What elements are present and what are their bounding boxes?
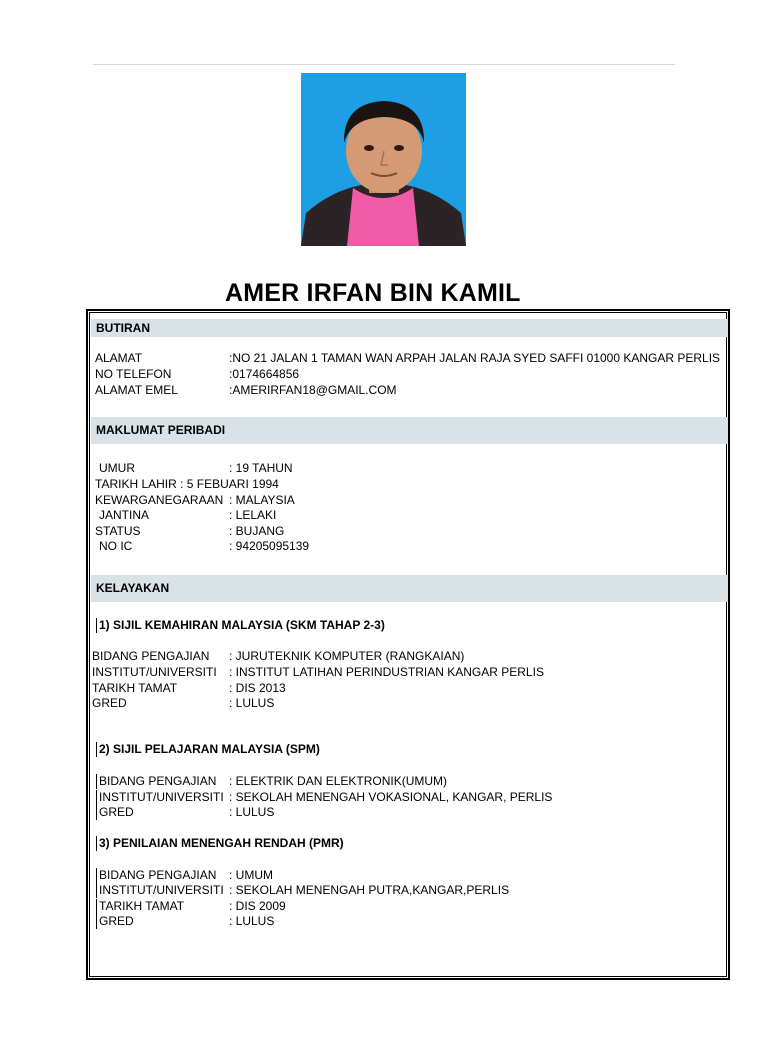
qual-1-label-institut: INSTITUT/UNIVERSITI xyxy=(92,665,217,679)
heading-marker xyxy=(96,618,97,633)
qual-1-value-bidang: : JURUTEKNIK KOMPUTER (RANGKAIAN) xyxy=(229,649,465,663)
qual-3-label-tarikh: TARIKH TAMAT xyxy=(99,899,185,913)
row-marker xyxy=(96,883,97,898)
label-status: STATUS xyxy=(95,524,141,538)
heading-marker xyxy=(96,742,97,757)
qual-3-value-tarikh: : DIS 2009 xyxy=(229,899,286,913)
row-marker xyxy=(96,774,97,789)
qual-2-label-bidang: BIDANG PENGAJIAN xyxy=(99,774,217,788)
row-marker xyxy=(96,790,97,805)
qual-1-value-gred: : LULUS xyxy=(229,696,275,710)
qual-2-label-gred: GRED xyxy=(99,805,134,819)
label-jantina: JANTINA xyxy=(99,508,150,522)
qual-2-heading: 2) SIJIL PELAJARAN MALAYSIA (SPM) xyxy=(99,742,320,756)
qual-3-label-bidang: BIDANG PENGAJIAN xyxy=(99,868,217,882)
qual-2-value-bidang: : ELEKTRIK DAN ELEKTRONIK(UMUM) xyxy=(229,774,448,788)
qual-3-label-institut: INSTITUT/UNIVERSITI xyxy=(99,883,224,897)
value-kewarganegaraan: : MALAYSIA xyxy=(229,493,295,507)
candidate-name: AMER IRFAN BIN KAMIL xyxy=(225,279,521,307)
row-marker xyxy=(96,899,97,914)
qual-1-label-gred: GRED xyxy=(92,696,127,710)
qual-2-value-institut: : SEKOLAH MENENGAH VOKASIONAL, KANGAR, PERLIS xyxy=(229,790,553,804)
value-no-telefon: :0174664856 xyxy=(229,367,300,381)
value-jantina: : LELAKI xyxy=(229,508,277,522)
value-status: : BUJANG xyxy=(229,524,285,538)
qual-1-value-tarikh: : DIS 2013 xyxy=(229,681,286,695)
label-umur: UMUR xyxy=(99,461,135,475)
label-alamat-emel: ALAMAT EMEL xyxy=(95,383,178,397)
qual-3-value-gred: : LULUS xyxy=(229,914,275,928)
value-alamat: :NO 21 JALAN 1 TAMAN WAN ARPAH JALAN RAJA SYED SAFFI 01000 KANGAR PERLIS xyxy=(229,351,721,365)
qual-3-label-gred: GRED xyxy=(99,914,134,928)
value-alamat-emel: :AMERIRFAN18@GMAIL.COM xyxy=(229,383,397,397)
row-marker xyxy=(96,868,97,883)
label-kewarganegaraan: KEWARGANEGARAAN xyxy=(95,493,224,507)
qual-1-heading: 1) SIJIL KEMAHIRAN MALAYSIA (SKM TAHAP 2-3) xyxy=(99,618,385,632)
section-header-kelayakan: KELAYAKAN xyxy=(91,575,728,602)
qual-3-value-bidang: : UMUM xyxy=(229,868,273,882)
label-alamat: ALAMAT xyxy=(95,351,143,365)
label-tarikh-lahir: TARIKH LAHIR : 5 FEBUARI 1994 xyxy=(95,477,279,491)
qual-3-value-institut: : SEKOLAH MENENGAH PUTRA,KANGAR,PERLIS xyxy=(229,883,510,897)
label-no-telefon: NO TELEFON xyxy=(95,367,172,381)
qual-1-value-institut: : INSTITUT LATIHAN PERINDUSTRIAN KANGAR PERLIS xyxy=(229,665,544,679)
qual-2-value-gred: : LULUS xyxy=(229,805,275,819)
section-header-peribadi: MAKLUMAT PERIBADI xyxy=(91,417,728,444)
qual-2-label-institut: INSTITUT/UNIVERSITI xyxy=(99,790,224,804)
qual-3-heading: 3) PENILAIAN MENENGAH RENDAH (PMR) xyxy=(99,836,344,850)
qual-1-label-tarikh: TARIKH TAMAT xyxy=(92,681,178,695)
label-no-ic: NO IC xyxy=(99,539,133,553)
section-header-butiran: BUTIRAN xyxy=(91,319,728,337)
value-no-ic: : 94205095139 xyxy=(229,539,310,553)
top-divider xyxy=(93,64,675,65)
row-marker xyxy=(96,805,97,820)
value-umur: : 19 TAHUN xyxy=(229,461,293,475)
profile-photo xyxy=(301,73,466,246)
heading-marker xyxy=(96,836,97,851)
row-marker xyxy=(96,914,97,929)
qual-1-label-bidang: BIDANG PENGAJIAN xyxy=(92,649,210,663)
